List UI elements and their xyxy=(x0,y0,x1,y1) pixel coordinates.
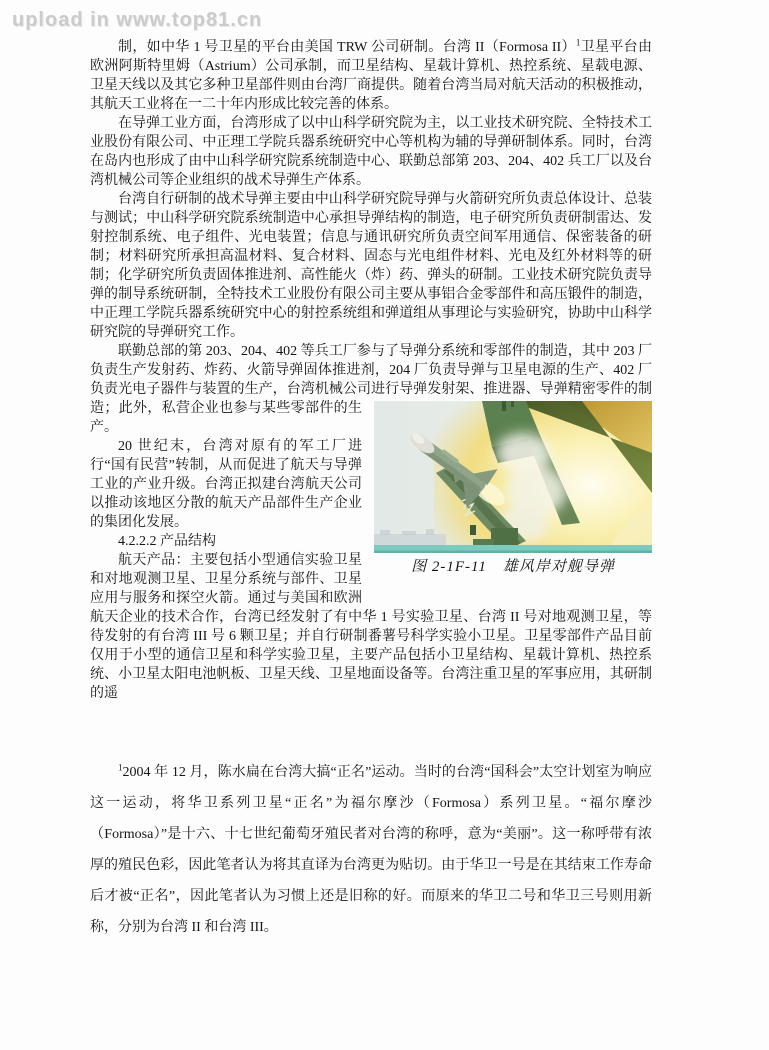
footnote-text: 2004 年 12 月，陈水扁在台湾大搞“正名”运动。当时的台湾“国科会”太空计划室为响应这一运动，将华卫系列卫星“正名”为福尔摩沙（Formosa）系列卫星。“福尔摩沙（Formosa）”是十六、十七世纪葡萄牙殖民者对台湾的称呼，意为“美丽”。这一称呼带有浓厚的殖民色彩，因此笔者认为将其直译为台湾更为贴切。由于华卫一号是在其结束工作寿命后才被“正名”，因此笔者认为习惯上还是旧称的好。而原来的华卫二号和华卫三号则用新称，分别为台湾 II 和台湾 III。 xyxy=(90,765,652,935)
paragraph-text: 制，如中华 1 号卫星的平台由美国 TRW 公司研制。台湾 II（Formosa II） xyxy=(118,40,576,55)
missile-launch-photo xyxy=(374,401,652,553)
paragraph-products: 航天产品：主要包括小型通信实验卫星和对地观测卫星、卫星分系统与部件、卫星应用与服务和探空火箭。通过与美国和欧洲航天企业的技术合作，台湾已经发射了有中华 1 号实验卫星、台湾 II 号对地观测卫星，等待发射的有台湾 III 号 6 颗卫星；并自行研制番薯号科学实验小卫星。卫星零部件产品目前仅用于小型的通信卫星和科学实验卫星，主要产品包括小卫星结构、星载计算机、热控系统、小卫星太阳电池帆板、卫星天线、卫星地面设备等。台湾注重卫星的军事应用，其研制的遥 xyxy=(90,553,652,701)
figure-missile xyxy=(374,401,652,577)
paragraph-text: 联勤总部的第 203、204、402 等兵工厂参与了导弹分系统和零部件的制造，其中 203 厂负责生产发射药、炸药、火箭导弹固体推进剂，204 厂负责导弹与卫星电源的生产、402 厂负责光电子器件与装置的生产，台湾机械公司进行导弹发射架、推进器、导弹精密零件的 xyxy=(90,344,652,397)
paragraph-missile-industry: 在导弹工业方面，台湾形成了以中山科学研究院为主，以工业技术研究院、全特技术工业股份有限公司、中正理工学院兵器系统研究中心等机构为辅的导弹研制体系。同时，台湾在岛内也形成了由中山科学研究院系统制造中心、联勤总部第 203、204、402 兵工厂以及台湾机械公司等企业组织的战术导弹生产体系。 xyxy=(90,116,652,188)
figure-caption: 图 2-1F-11 雄风岸对舰导弹 xyxy=(411,559,615,575)
paragraph-tactical-missile-orgs: 台湾自行研制的战术导弹主要由中山科学研究院导弹与火箭研究所负责总体设计、总装与测试；中山科学研究院系统制造中心承担导弹结构的制造，电子研究所负责研制雷达、发射控制系统、电子组件、光电装置；信息与通讯研究所负责空间军用通信、保密装备的研制；材料研究所承担高温材料、复合材料、固态与光电组件材料、光电及红外材料等的研制；化学研究所负责固体推进剂、高性能火（炸）药、弹头的研制。工业技术研究院负责导弹的制导系统研制，全特技术工业股份有限公司主要从事铝合金零部件和高压锻件的制造，中正理工学院兵器系统研究中心的射控系统组和弹道组从事理论与实验研究，协助中山科学研究院的导弹研究工作。 xyxy=(90,192,652,340)
footnote-marker: 1 xyxy=(118,762,123,773)
paragraph-text: 卫星平台由欧洲阿斯特里姆（Astrium）公司承制，而卫星结构、星载计算机、热控系统、星载电源、卫星天线以及其它多种卫星部件则由台湾厂商提供。随着台湾当局对航天活动的积极推动，其航天工业将在一二十年内形成比较完善的体系。 xyxy=(90,40,652,112)
paragraph-text: 制造；此外，私营企业也参与某些零部件的生产。 xyxy=(90,382,652,435)
footnote-block xyxy=(90,757,652,943)
footnote-paragraph xyxy=(90,757,652,943)
footnote-reference-1: 1 xyxy=(575,37,581,48)
document-body xyxy=(90,38,652,703)
section-heading: 4.2.2.2 产品结构 xyxy=(118,534,216,549)
paragraph-satellite-platform xyxy=(90,38,652,114)
watermark: upload in www.top81.cn xyxy=(12,9,263,31)
paragraph-privatization: 20 世纪末，台湾对原有的军工厂进行“国有民营”转制，从而促进了航天与导弹工业的产业升级。台湾正拟建台湾航天公司以推动该地区分散的航天产品部件生产企业的集团化发展。 xyxy=(90,439,362,530)
